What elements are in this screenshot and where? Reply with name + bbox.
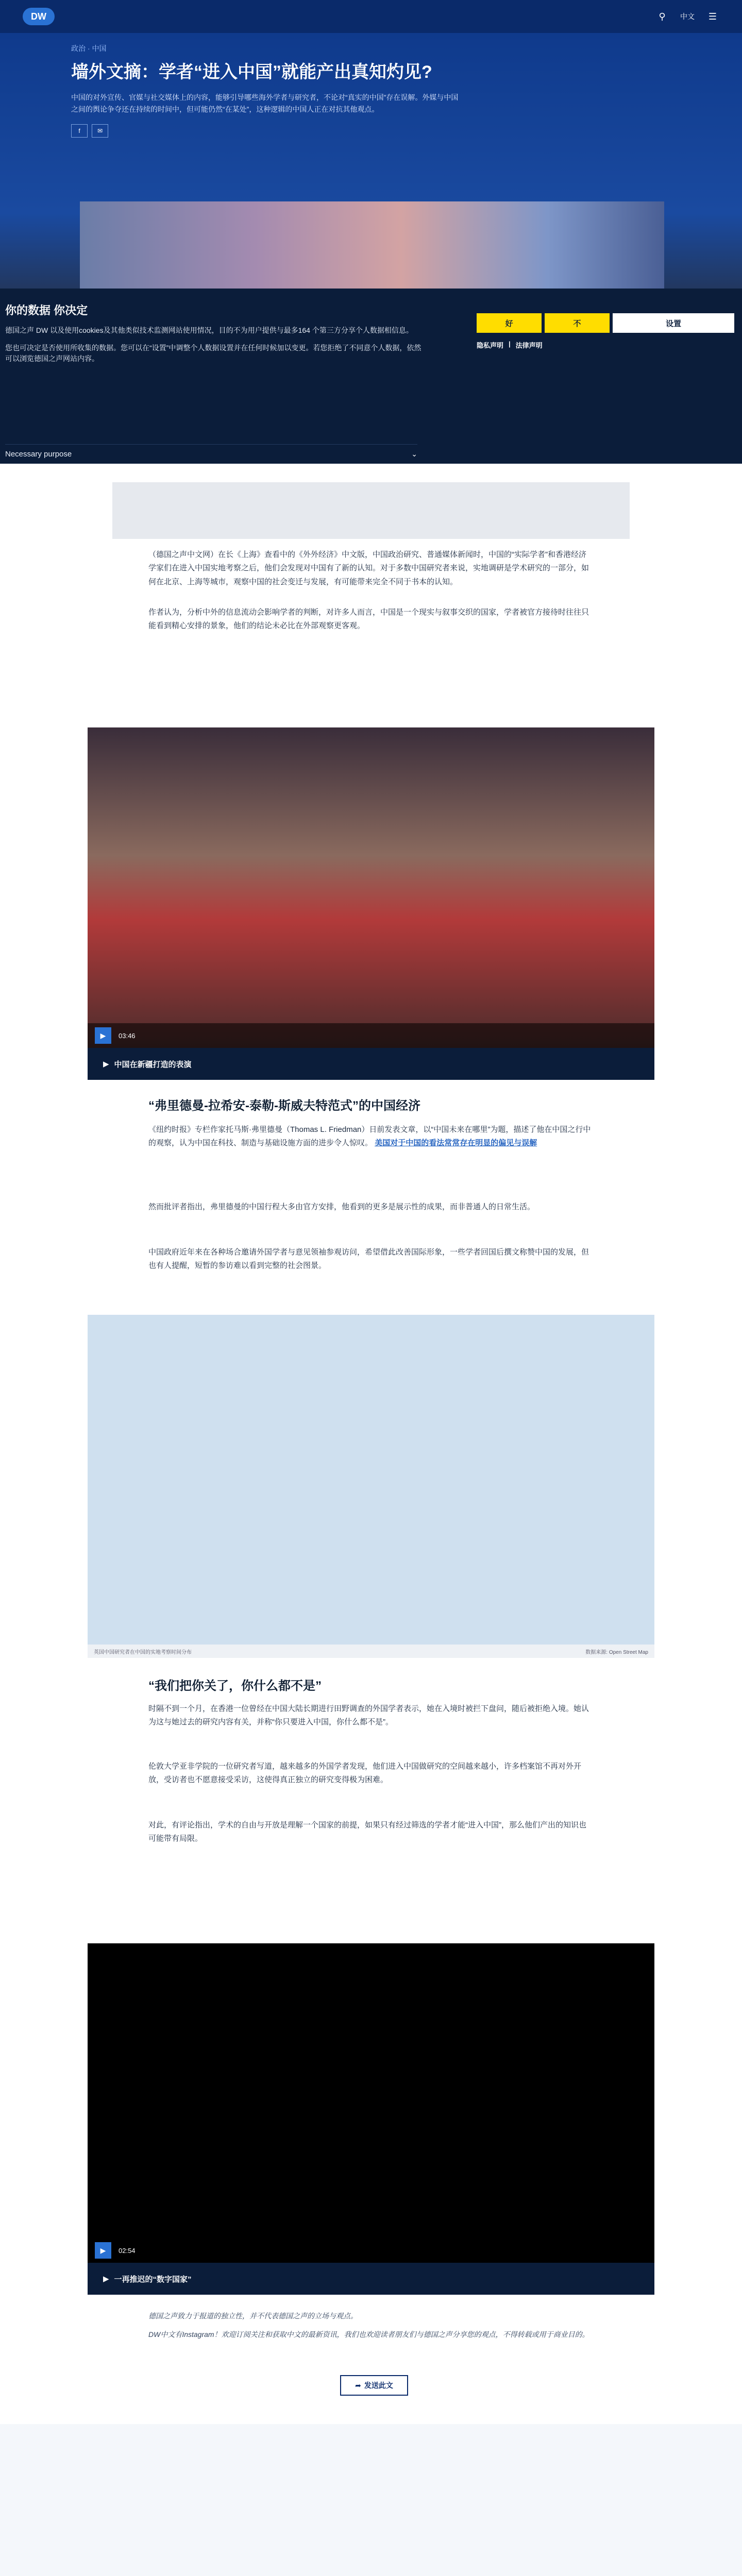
video-duration: 03:46: [119, 1031, 136, 1040]
link-separator: |: [509, 340, 511, 348]
editorial-note: DW中文有Instagram！欢迎订阅关注和获取中文的最新资讯，我们也欢迎读者朋友们与德国之声分享您的观点，不得转载或用于商业目的。: [148, 2330, 589, 2338]
top-navigation-bar: [0, 0, 742, 33]
play-icon[interactable]: ▶: [95, 1027, 111, 1044]
video-caption[interactable]: [88, 2263, 654, 2295]
article-hero: [0, 33, 742, 291]
consent-accept-button[interactable]: 好: [477, 313, 542, 333]
consent-text-2: 您也可决定是否使用所收集的数据。您可以在“设置”中调整个人数据设置并在任何时候加以变更。若您拒绝了不同意个人数据，依然可以浏览德国之声网站内容。: [5, 343, 421, 363]
share-icon: ➦: [355, 2381, 361, 2389]
language-switch[interactable]: 中文: [680, 12, 695, 21]
map-caption: 英国中国研究者在中国的实地考察时间分布: [94, 1649, 192, 1655]
video-caption[interactable]: [88, 1048, 654, 1080]
editorial-note: 德国之声致力于报道的独立性，并不代表德国之声的立场与观点。: [148, 2312, 358, 2320]
section-heading: “弗里德曼-拉希安-泰勒-斯威夫特范式”的中国经济: [148, 1099, 420, 1113]
article-lead: 中国的对外宣传、官媒与社交媒体上的内容，能够引导哪些海外学者与研究者，不论对“真实的中国”存在误解。外媒与中国之间的舆论争夺还在持续的时间中，但可能仍然“在某处”，这种逻辑的中国人正在对抗其他观点。: [71, 93, 459, 113]
hero-image: [80, 201, 664, 291]
article-paragraph: 作者认为，分析中外的信息流动会影响学者的判断，对许多人而言，中国是一个现实与叙事交织的国家，学者被官方接待时往往只能看到精心安排的景象，他们的结论未必比在外部观察更客观。: [148, 608, 589, 631]
cookie-consent-dialog: [0, 289, 742, 464]
necessary-purpose-toggle[interactable]: [5, 444, 417, 459]
privacy-link[interactable]: 隐私声明: [477, 342, 504, 349]
video-player[interactable]: [88, 727, 654, 1048]
map-source: 数据来源: Open Street Map: [585, 1649, 648, 1655]
play-small-icon: ▶: [103, 2275, 109, 2283]
article-kicker[interactable]: 政治 · 中国: [71, 44, 107, 53]
share-email-button[interactable]: ✉: [92, 124, 108, 138]
inline-article-link[interactable]: 美国对于中国的看法常常存在明显的偏见与误解: [375, 1139, 537, 1148]
article-paragraph: 伦敦大学亚非学院的一位研究者写道，越来越多的外国学者发现，他们进入中国做研究的空间越来越小，许多档案馆不再对外开放，受访者也不愿意接受采访，这使得真正独立的研究变得极为困难。: [148, 1762, 582, 1785]
paragraph-text: 《纽约时报》专栏作家托马斯·弗里德曼（Thomas L. Friedman）日前发表文章，以“中国未来在哪里”为题，描述了他在中国之行中的观察，认为中国在科技、制造与基础设施方面的进步令人惊叹。: [148, 1125, 591, 1148]
map-footer: [88, 1645, 654, 1658]
play-small-icon: ▶: [103, 1060, 109, 1069]
dw-logo[interactable]: DW: [23, 8, 55, 25]
share-article-label: 发送此文: [364, 2381, 393, 2389]
necessary-purpose-label: Necessary purpose: [5, 450, 72, 459]
section-heading: “我们把你关了，你什么都不是”: [148, 1679, 322, 1693]
video-caption-text: 一再推迟的“数字国家”: [114, 2275, 192, 2284]
article-paragraph: 对此，有评论指出，学术的自由与开放是理解一个国家的前提，如果只有经过筛选的学者才能“进入中国”，那么他们产出的知识也可能带有局限。: [148, 1821, 586, 1843]
related-content-band: [0, 2424, 742, 2576]
search-icon[interactable]: ⚲: [659, 11, 666, 22]
map-embed[interactable]: [88, 1315, 654, 1645]
article-title: 墙外文摘：学者“进入中国”就能产出真知灼见?: [71, 62, 432, 82]
imprint-link[interactable]: 法律声明: [515, 342, 543, 349]
consent-title: 你的数据 你决定: [5, 304, 88, 317]
share-article-button[interactable]: [340, 2375, 408, 2396]
consent-reject-button[interactable]: 不: [545, 313, 610, 333]
video-duration: 02:54: [119, 2246, 136, 2255]
chevron-down-icon: ⌄: [411, 450, 417, 458]
article-paragraph: （德国之声中文网）在长《上海》查看中的《外外经济》中文版，中国政治研究、普通媒体新闻时，中国的“实际学者”和香港经济学家们在进入中国实地考察之后，他们会发现对中国有了新的认知。对于多数中国研究者来说，实地调研是学术研究的一部分，如何在北京、上海等城市，观察中国的社会变迁与发展，有可能带来完全不同于书本的认知。: [148, 550, 589, 586]
share-actions: [71, 124, 671, 138]
share-facebook-button[interactable]: f: [71, 124, 88, 138]
topbar-actions: [655, 10, 719, 23]
play-icon[interactable]: ▶: [95, 2242, 111, 2259]
video-controls: [88, 2238, 654, 2263]
video-player-2[interactable]: [88, 1943, 654, 2263]
video-caption-text: 中国在新疆打造的表演: [114, 1060, 192, 1069]
menu-icon[interactable]: ☰: [708, 11, 717, 22]
article-paragraph: [148, 1123, 594, 1150]
advertisement-slot: [112, 482, 630, 539]
article-paragraph: 然而批评者指出，弗里德曼的中国行程大多由官方安排，他看到的更多是展示性的成果，而非普通人的日常生活。: [148, 1202, 535, 1211]
article-paragraph: 时隔不到一个月，在香港一位曾经在中国大陆长期进行田野调查的外国学者表示，她在入境时被拦下盘问，随后被拒绝入境。她认为这与她过去的研究内容有关，并称“你只要进入中国，你什么都不是”。: [148, 1704, 589, 1727]
consent-text-1: 德国之声 DW 以及使用cookies及其他类似技术监测网站使用情况，目的不为用户提供与最多164 个第三方分享个人数据相信息。: [5, 326, 413, 334]
video-controls: [88, 1023, 654, 1048]
article-paragraph: 中国政府近年来在各种场合邀请外国学者与意见领袖参观访问，希望借此改善国际形象，一些学者回国后撰文称赞中国的发展，但也有人提醒，短暂的参访难以看到完整的社会图景。: [148, 1248, 589, 1270]
consent-settings-button[interactable]: 设置: [613, 313, 734, 333]
